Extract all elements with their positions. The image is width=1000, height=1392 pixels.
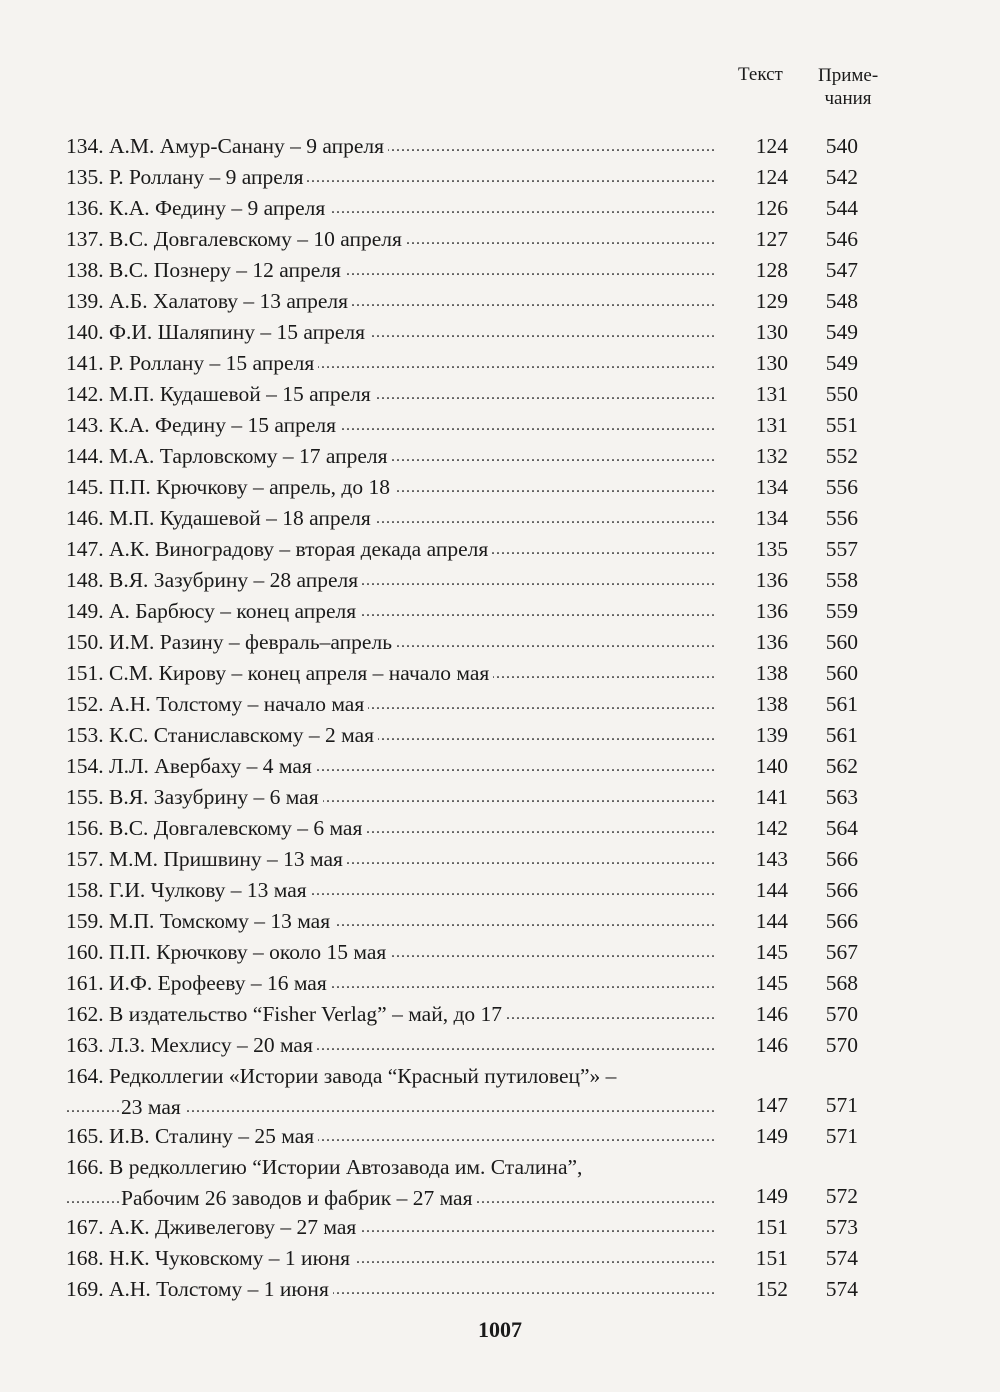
- toc-entry-title: 163. Л.З. Мехлису – 20 мая: [66, 1033, 317, 1057]
- toc-entry: [0, 565, 1000, 596]
- toc-entry-title: 136. К.А. Федину – 9 апреля: [66, 196, 329, 220]
- toc-entry-text-page: 131: [755, 413, 788, 437]
- toc-entry: [0, 410, 1000, 441]
- toc-entry: [0, 379, 1000, 410]
- toc-entry-text-page: 136: [755, 568, 788, 592]
- toc-entry: [0, 1212, 1000, 1243]
- toc-entry-title: 159. М.П. Томскому – 13 мая: [66, 909, 334, 933]
- toc-entry-notes-page: 556: [825, 506, 858, 530]
- toc-entry-text-page: 151: [755, 1215, 788, 1239]
- toc-entry-text-page: 138: [755, 661, 788, 685]
- column-headers: [700, 62, 880, 112]
- toc-entry-text-page: 128: [755, 258, 788, 282]
- toc-entry-notes-page: 561: [825, 692, 858, 716]
- toc-entry-notes-page: 574: [825, 1246, 858, 1270]
- toc-entry-text-page: 130: [755, 351, 788, 375]
- toc-entry: [0, 1274, 1000, 1305]
- toc-entry-title: 148. В.Я. Зазубрину – 28 апреля: [66, 568, 362, 592]
- toc-entry-text-page: 135: [755, 537, 788, 561]
- toc-entry-notes-page: 574: [825, 1277, 858, 1301]
- toc-entry-notes-page: 560: [825, 630, 858, 654]
- toc-entry: [0, 689, 1000, 720]
- toc-entry-title: 145. П.П. Крючкову – апрель, до 18: [66, 475, 394, 499]
- toc-entry-title: 134. А.М. Амур-Санану – 9 апреля: [66, 134, 388, 158]
- toc-entry-title: 161. И.Ф. Ерофееву – 16 мая: [66, 971, 331, 995]
- toc-entry: [0, 813, 1000, 844]
- toc-entry-text-page: 152: [755, 1277, 788, 1301]
- toc-entry-title: 152. А.Н. Толстому – начало мая: [66, 692, 368, 716]
- toc-entry-title: 150. И.М. Разину – февраль–апрель: [66, 630, 396, 654]
- toc-entry-notes-page: 549: [825, 320, 858, 344]
- toc-entry-text-page: 130: [755, 320, 788, 344]
- toc-entry: [0, 1121, 1000, 1152]
- toc-entry-text-page: 126: [755, 196, 788, 220]
- toc-entry: [0, 193, 1000, 224]
- toc-entry-text-page: 136: [755, 599, 788, 623]
- toc-entry-text-page: 146: [755, 1002, 788, 1026]
- toc-entry-text-page: 127: [755, 227, 788, 251]
- toc-entry-title: 155. В.Я. Зазубрину – 6 мая: [66, 785, 323, 809]
- toc-entry: [0, 1243, 1000, 1274]
- toc-entry: [0, 472, 1000, 503]
- toc-entry: [0, 906, 1000, 937]
- toc-entry-text-page: 149: [755, 1124, 788, 1148]
- toc-entry-text-page: 132: [755, 444, 788, 468]
- toc-entry: [0, 162, 1000, 193]
- column-header-notes: [818, 64, 878, 110]
- toc-entry-text-page: 145: [755, 971, 788, 995]
- toc-entry-title: 149. А. Барбюсу – конец апреля: [66, 599, 360, 623]
- toc-entry-title: 146. М.П. Кудашевой – 18 апреля: [66, 506, 375, 530]
- toc-entry-title: 137. В.С. Довгалевскому – 10 апреля: [66, 227, 406, 251]
- toc-entry-title: 162. В издательство “Fisher Verlag” – май, до 17: [66, 1002, 506, 1026]
- toc-entry-title: 153. К.С. Станиславскому – 2 мая: [66, 723, 378, 747]
- toc-entry-notes-page: 560: [825, 661, 858, 685]
- column-header-notes-line1: Приме-: [818, 65, 879, 86]
- column-header-notes-line2: чания: [824, 88, 872, 109]
- toc-entry-title: 135. Р. Роллану – 9 апреля: [66, 165, 307, 189]
- toc-entry-text-page: 134: [755, 475, 788, 499]
- toc-entry-title: 156. В.С. Довгалевскому – 6 мая: [66, 816, 366, 840]
- toc-entry-notes-page: 570: [825, 1002, 858, 1026]
- toc-entry-text-page: 151: [755, 1246, 788, 1270]
- toc-entry: [0, 1030, 1000, 1061]
- toc-entry-title: 147. А.К. Виноградову – вторая декада апреля: [66, 537, 492, 561]
- toc-entry-text-page: 142: [755, 816, 788, 840]
- toc-entry-title: 166. В редколлегию “Истории Автозавода им. Сталина”,: [66, 1155, 586, 1179]
- toc-entry-notes-page: 562: [825, 754, 858, 778]
- toc-entry-title: Рабочим 26 заводов и фабрик – 27 мая: [121, 1186, 476, 1210]
- toc-entry-notes-page: 564: [825, 816, 858, 840]
- toc-entry: [0, 286, 1000, 317]
- toc-entry-text-page: 144: [755, 909, 788, 933]
- toc-entry-title: 169. А.Н. Толстому – 1 июня: [66, 1277, 333, 1301]
- column-header-text: Текст: [738, 64, 783, 85]
- toc-entry: [0, 968, 1000, 999]
- toc-entry-notes-page: 568: [825, 971, 858, 995]
- toc-entry-notes-page: 547: [825, 258, 858, 282]
- toc-entry-title: 167. А.К. Дживелегову – 27 мая: [66, 1215, 360, 1239]
- toc-entry: [0, 751, 1000, 782]
- toc-entry-notes-page: 556: [825, 475, 858, 499]
- toc-entry-notes-page: 567: [825, 940, 858, 964]
- toc-entry-title: 160. П.П. Крючкову – около 15 мая: [66, 940, 390, 964]
- toc-entry-text-page: 129: [755, 289, 788, 313]
- toc-entry-title: 139. А.Б. Халатову – 13 апреля: [66, 289, 352, 313]
- toc-entry-title: 154. Л.Л. Авербаху – 4 мая: [66, 754, 316, 778]
- toc-entry-notes-page: 571: [825, 1093, 858, 1117]
- toc-entry-text-page: 145: [755, 940, 788, 964]
- toc-entry: [0, 596, 1000, 627]
- toc-entry-notes-page: 566: [825, 909, 858, 933]
- toc-entry-notes-page: 542: [825, 165, 858, 189]
- toc-entry-text-page: 141: [755, 785, 788, 809]
- toc-entry-notes-page: 552: [825, 444, 858, 468]
- toc-entry-text-page: 136: [755, 630, 788, 654]
- toc-entry-text-page: 139: [755, 723, 788, 747]
- toc-entry-text-page: 146: [755, 1033, 788, 1057]
- toc-entry-text-page: 147: [755, 1093, 788, 1117]
- toc-entry-notes-page: 550: [825, 382, 858, 406]
- toc-entry-title: 157. М.М. Пришвину – 13 мая: [66, 847, 347, 871]
- toc-entry-title: 158. Г.И. Чулкову – 13 мая: [66, 878, 311, 902]
- toc-entry-text-page: 124: [755, 165, 788, 189]
- toc-entry-text-page: 134: [755, 506, 788, 530]
- toc-entry-title: 144. М.А. Тарловскому – 17 апреля: [66, 444, 392, 468]
- toc-entry-text-page: 144: [755, 878, 788, 902]
- toc-entry: [0, 720, 1000, 751]
- toc-entry: [0, 782, 1000, 813]
- toc-entry-notes-page: 557: [825, 537, 858, 561]
- toc-entry-notes-page: 566: [825, 878, 858, 902]
- toc-entry-title: 138. В.С. Познеру – 12 апреля: [66, 258, 345, 282]
- toc-entry-title: 143. К.А. Федину – 15 апреля: [66, 413, 340, 437]
- toc-entry-notes-page: 549: [825, 351, 858, 375]
- toc-entry-title: 164. Редколлегии «Истории завода “Красный путиловец”» –: [66, 1064, 620, 1088]
- toc-entry: [0, 348, 1000, 379]
- toc-entry: [0, 224, 1000, 255]
- toc-entry: [0, 534, 1000, 565]
- toc-entry-notes-page: 570: [825, 1033, 858, 1057]
- toc-entry-text-page: 124: [755, 134, 788, 158]
- table-of-contents: [0, 131, 1000, 1305]
- toc-entry-notes-page: 544: [825, 196, 858, 220]
- toc-entry-notes-page: 558: [825, 568, 858, 592]
- toc-entry: [0, 131, 1000, 162]
- toc-entry-text-page: 143: [755, 847, 788, 871]
- toc-entry-title: 168. Н.К. Чуковскому – 1 июня: [66, 1246, 354, 1270]
- toc-entry-notes-page: 561: [825, 723, 858, 747]
- toc-entry-notes-page: 563: [825, 785, 858, 809]
- toc-entry-notes-page: 571: [825, 1124, 858, 1148]
- toc-entry-text-page: 140: [755, 754, 788, 778]
- toc-entry-title: 165. И.В. Сталину – 25 мая: [66, 1124, 318, 1148]
- toc-entry-notes-page: 572: [825, 1184, 858, 1208]
- toc-entry-text-page: 149: [755, 1184, 788, 1208]
- toc-entry-title: 151. С.М. Кирову – конец апреля – начало мая: [66, 661, 493, 685]
- toc-entry: [0, 1061, 1000, 1121]
- toc-entry-notes-page: 551: [825, 413, 858, 437]
- toc-entry: [0, 875, 1000, 906]
- toc-entry: [0, 441, 1000, 472]
- page-number: 1007: [478, 1317, 522, 1342]
- toc-entry: [0, 658, 1000, 689]
- toc-entry: [0, 317, 1000, 348]
- toc-entry-title: 140. Ф.И. Шаляпину – 15 апреля: [66, 320, 369, 344]
- toc-entry-title: 142. М.П. Кудашевой – 15 апреля: [66, 382, 375, 406]
- toc-entry: [0, 844, 1000, 875]
- toc-entry-notes-page: 559: [825, 599, 858, 623]
- toc-entry-notes-page: 548: [825, 289, 858, 313]
- toc-entry-text-page: 138: [755, 692, 788, 716]
- toc-entry-title: 23 мая: [121, 1095, 185, 1119]
- toc-entry-title: 141. Р. Роллану – 15 апреля: [66, 351, 318, 375]
- toc-entry-notes-page: 566: [825, 847, 858, 871]
- toc-entry: [0, 627, 1000, 658]
- toc-entry-notes-page: 573: [825, 1215, 858, 1239]
- toc-entry-notes-page: 540: [825, 134, 858, 158]
- toc-entry-notes-page: 546: [825, 227, 858, 251]
- toc-entry-text-page: 131: [755, 382, 788, 406]
- toc-entry: [0, 503, 1000, 534]
- toc-entry: [0, 1152, 1000, 1212]
- toc-entry: [0, 999, 1000, 1030]
- toc-entry: [0, 937, 1000, 968]
- toc-entry: [0, 255, 1000, 286]
